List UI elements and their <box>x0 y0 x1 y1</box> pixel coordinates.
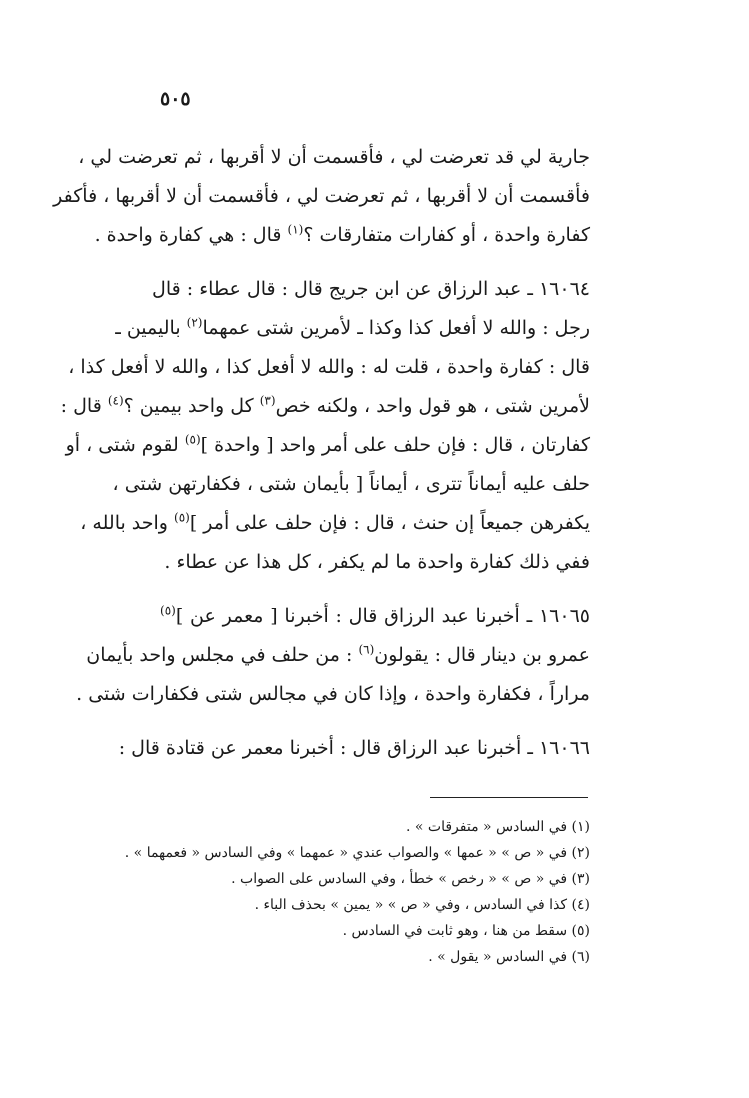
text-line: يكفرهن جميعاً إن حنث ، قال : فإن حلف على أمر ]$^{(٥)}$ واحد بالله ، <box>80 510 590 534</box>
main-text <box>53 138 590 768</box>
footnote: (٢) في « ص » « عمها » والصواب عندي « عمهما » وفي السادس « فعمهما » . <box>124 845 590 861</box>
footnote-ref: (١) <box>287 222 304 237</box>
text-line: عمرو بن دينار قال : يقولون$^{(٦)}$ : من حلف في مجلس واحد بأيمان <box>86 642 590 666</box>
paragraph <box>76 597 590 714</box>
paragraph <box>118 729 590 768</box>
footnote: (٣) في « ص » « رخص » خطأ ، وفي السادس على الصواب . <box>231 871 590 887</box>
text-line: لأمرين شتى ، هو قول واحد ، ولكنه خص$^{(٣)}$ كل واحد بيمين ؟$^{(٤)}$ قال : <box>60 393 590 417</box>
text-line: جارية لي قد تعرضت لي ، فأقسمت أن لا أقربها ، ثم تعرضت لي ، <box>78 146 590 168</box>
text-line: رجل : والله لا أفعل كذا وكذا ـ لأمرين شتى عمهما$^{(٢)}$ باليمين ـ <box>115 315 590 339</box>
footnote: (٦) في السادس « يقول » . <box>428 949 590 965</box>
footnotes <box>124 814 590 970</box>
text-line: كفارة واحدة ، أو كفارات متفارقات ؟$^{(١)}$ قال : هي كفارة واحدة . <box>94 222 590 246</box>
text-line: ١٦٠٦٤ ـ عبد الرزاق عن ابن جريج قال : قال عطاء : قال <box>152 278 590 300</box>
page-number: ٥٠٥ <box>160 88 191 110</box>
footnote-ref: (٢) <box>186 315 203 330</box>
footnote-ref: (٥) <box>160 603 176 618</box>
footnote: (٤) كذا في السادس ، وفي « ص » « يمين » بحذف الباء . <box>254 897 590 913</box>
text-line: قال : كفارة واحدة ، قلت له : والله لا أفعل كذا ، والله لا أفعل كذا ، <box>68 356 590 378</box>
text-line: مراراً ، فكفارة واحدة ، وإذا كان في مجالس شتى فكفارات شتى . <box>76 683 590 705</box>
text-line: ١٦٠٦٥ ـ أخبرنا عبد الرزاق قال : أخبرنا [ معمر عن ]$^{(٥)}$ <box>160 603 590 627</box>
footnote-ref: (٣) <box>259 393 276 408</box>
paragraph <box>53 138 590 255</box>
text-line: حلف عليه أيماناً تترى ، أيماناً [ بأيمان شتى ، فكفارتهن شتى ، <box>112 473 590 495</box>
footnote-ref: (٦) <box>358 642 375 657</box>
footnote-ref: (٥) <box>174 510 190 525</box>
footnote-divider <box>430 797 588 798</box>
footnote: (٥) سقط من هنا ، وهو ثابت في السادس . <box>342 923 590 939</box>
paragraph <box>60 270 590 582</box>
text-line: ففي ذلك كفارة واحدة ما لم يكفر ، كل هذا عن عطاء . <box>164 551 590 573</box>
text-line: كفارتان ، قال : فإن حلف على أمر واحد [ واحدة ]$^{(٥)}$ لقوم شتى ، أو <box>65 432 590 456</box>
text-line: ١٦٠٦٦ ـ أخبرنا عبد الرزاق قال : أخبرنا معمر عن قتادة قال : <box>118 737 590 759</box>
footnote: (١) في السادس « متفرقات » . <box>405 819 590 835</box>
text-line: فأقسمت أن لا أقربها ، ثم تعرضت لي ، فأقسمت أن لا أقربها ، فأكفر <box>53 185 590 207</box>
footnote-ref: (٤) <box>107 393 124 408</box>
footnote-ref: (٥) <box>184 432 201 447</box>
